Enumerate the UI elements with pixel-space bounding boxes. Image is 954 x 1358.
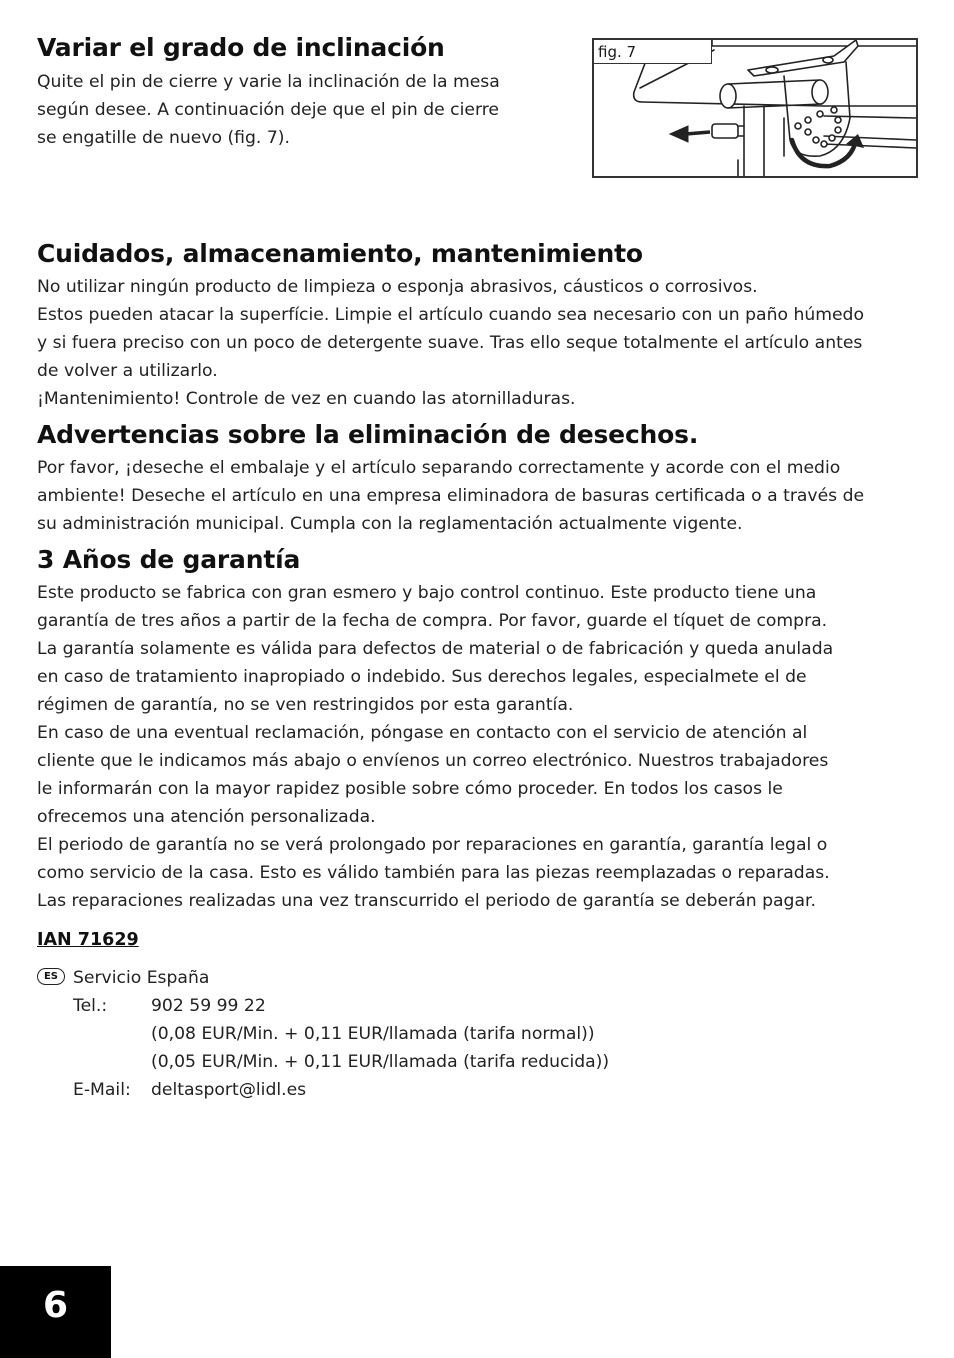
text-line: ambiente! Deseche el artículo en una empresa eliminadora de basuras certificada o a través de	[37, 486, 865, 506]
text-line: Este producto se fabrica con gran esmero y bajo control continuo. Este producto tiene una	[37, 583, 817, 603]
text-line: como servicio de la casa. Esto es válido también para las piezas reemplazadas o reparadas.	[37, 863, 830, 883]
text-line: de volver a utilizarlo.	[37, 361, 218, 381]
text-line: Quite el pin de cierre y varie la inclinación de la mesa	[37, 72, 500, 92]
heading-disposal: Advertencias sobre la eliminación de desechos.	[37, 420, 699, 449]
text-line: en caso de tratamiento inapropiado o indebido. Sus derechos legales, especialmete el de	[37, 667, 807, 687]
paragraph-warranty	[37, 579, 833, 915]
text-line: le informarán con la mayor rapidez posible sobre cómo proceder. En todos los casos le	[37, 779, 783, 799]
text-line: y si fuera preciso con un poco de detergente suave. Tras ello seque totalmente el artículo antes	[37, 333, 863, 353]
email-label: E-Mail:	[73, 1080, 131, 1100]
heading-care: Cuidados, almacenamiento, mantenimiento	[37, 239, 643, 268]
figure-label: fig. 7	[594, 40, 712, 64]
es-country-badge: ES	[37, 968, 65, 985]
tel-number: 902 59 99 22	[151, 996, 266, 1016]
heading-inclination: Variar el grado de inclinación	[37, 33, 445, 62]
ian-number: IAN 71629	[37, 930, 139, 950]
text-line: El periodo de garantía no se verá prolongado por reparaciones en garantía, garantía legal o	[37, 835, 828, 855]
text-line: se engatille de nuevo (fig. 7).	[37, 128, 290, 148]
tel-label: Tel.:	[73, 996, 108, 1016]
text-line: garantía de tres años a partir de la fecha de compra. Por favor, guarde el tíquet de compra.	[37, 611, 828, 631]
heading-warranty: 3 Años de garantía	[37, 545, 301, 574]
page-number-box	[0, 1266, 111, 1358]
text-line: Por favor, ¡deseche el embalaje y el artículo separando correctamente y acorde con el medio	[37, 458, 841, 478]
text-line: según desee. A continuación deje que el pin de cierre	[37, 100, 499, 120]
rate-normal: (0,08 EUR/Min. + 0,11 EUR/llamada (tarifa normal))	[151, 1024, 595, 1044]
rate-reduced: (0,05 EUR/Min. + 0,11 EUR/llamada (tarifa reducida))	[151, 1052, 610, 1072]
service-title: Servicio España	[73, 968, 210, 988]
text-line: En caso de una eventual reclamación, póngase en contacto con el servicio de atención al	[37, 723, 808, 743]
text-line: Estos pueden atacar la superfície. Limpie el artículo cuando sea necesario con un paño húmedo	[37, 305, 864, 325]
text-line: cliente que le indicamos más abajo o envíenos un correo electrónico. Nuestros trabajadores	[37, 751, 829, 771]
paragraph-inclination	[37, 68, 500, 152]
text-line: ofrecemos una atención personalizada.	[37, 807, 376, 827]
figure-7	[592, 38, 918, 178]
text-line: Las reparaciones realizadas una vez transcurrido el periodo de garantía se deberán pagar.	[37, 891, 816, 911]
text-line: La garantía solamente es válida para defectos de material o de fabricación y queda anulada	[37, 639, 834, 659]
paragraph-care	[37, 273, 864, 413]
text-line: ¡Mantenimiento! Controle de vez en cuando las atornilladuras.	[37, 389, 576, 409]
text-line: No utilizar ningún producto de limpieza o esponja abrasivos, cáusticos o corrosivos.	[37, 277, 758, 297]
page-number: 6	[42, 1285, 69, 1326]
text-line: régimen de garantía, no se ven restringidos por esta garantía.	[37, 695, 574, 715]
paragraph-disposal	[37, 454, 864, 538]
email-address[interactable]: deltasport@lidl.es	[151, 1080, 307, 1100]
text-line: su administración municipal. Cumpla con la reglamentación actualmente vigente.	[37, 514, 743, 534]
